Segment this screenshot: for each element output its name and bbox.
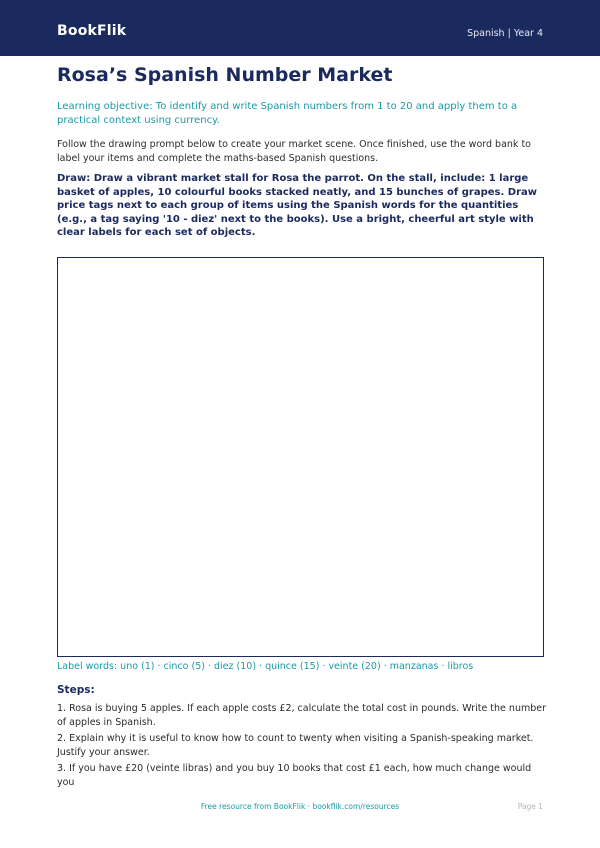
instructions-text: Follow the drawing prompt below to create your market scene. Once finished, use the word bank to label your items and complete the maths-based Spanish questions.	[57, 139, 531, 164]
word-bank: Label words: uno (1) · cinco (5) · diez (10) · quince (15) · veinte (20) · manzanas · libros	[57, 661, 474, 672]
step-item: 3. If you have £20 (veinte libras) and you buy 10 books that cost £1 each, how much change would you	[57, 763, 532, 788]
page-number: Page 1	[517, 802, 543, 811]
subject-year-label: Spanish | Year 4	[467, 28, 543, 39]
step-item: 1. Rosa is buying 5 apples. If each apple costs £2, calculate the total cost in pounds. Write the number of apples in Spanish.	[57, 703, 546, 728]
footer-credit: Free resource from BookFlik · bookflik.com/resources	[200, 802, 400, 811]
steps-heading: Steps:	[57, 684, 95, 696]
drawing-prompt: Draw: Draw a vibrant market stall for Rosa the parrot. On the stall, include: 1 large basket of apples, 10 colourful books stacked neatly, and 15 bunches of grapes. Draw price tags next to each group of items using the Spanish words for the quantities (e.g., a tag saying '10 - diez' next to the books). Use a bright, cheerful art style with clear labels for each set of objects.	[57, 173, 537, 238]
step-item: 2. Explain why it is useful to know how to count to twenty when visiting a Spanish-speaking market. Justify your answer.	[57, 733, 534, 758]
header-bar	[0, 0, 600, 56]
page-title: Rosa’s Spanish Number Market	[57, 64, 393, 86]
steps-list	[57, 702, 547, 792]
drawing-area[interactable]	[57, 257, 544, 657]
brand-logo-text: BookFlik	[57, 23, 127, 39]
learning-objective: Learning objective: To identify and write Spanish numbers from 1 to 20 and apply them to a practical context using currency.	[57, 101, 518, 126]
